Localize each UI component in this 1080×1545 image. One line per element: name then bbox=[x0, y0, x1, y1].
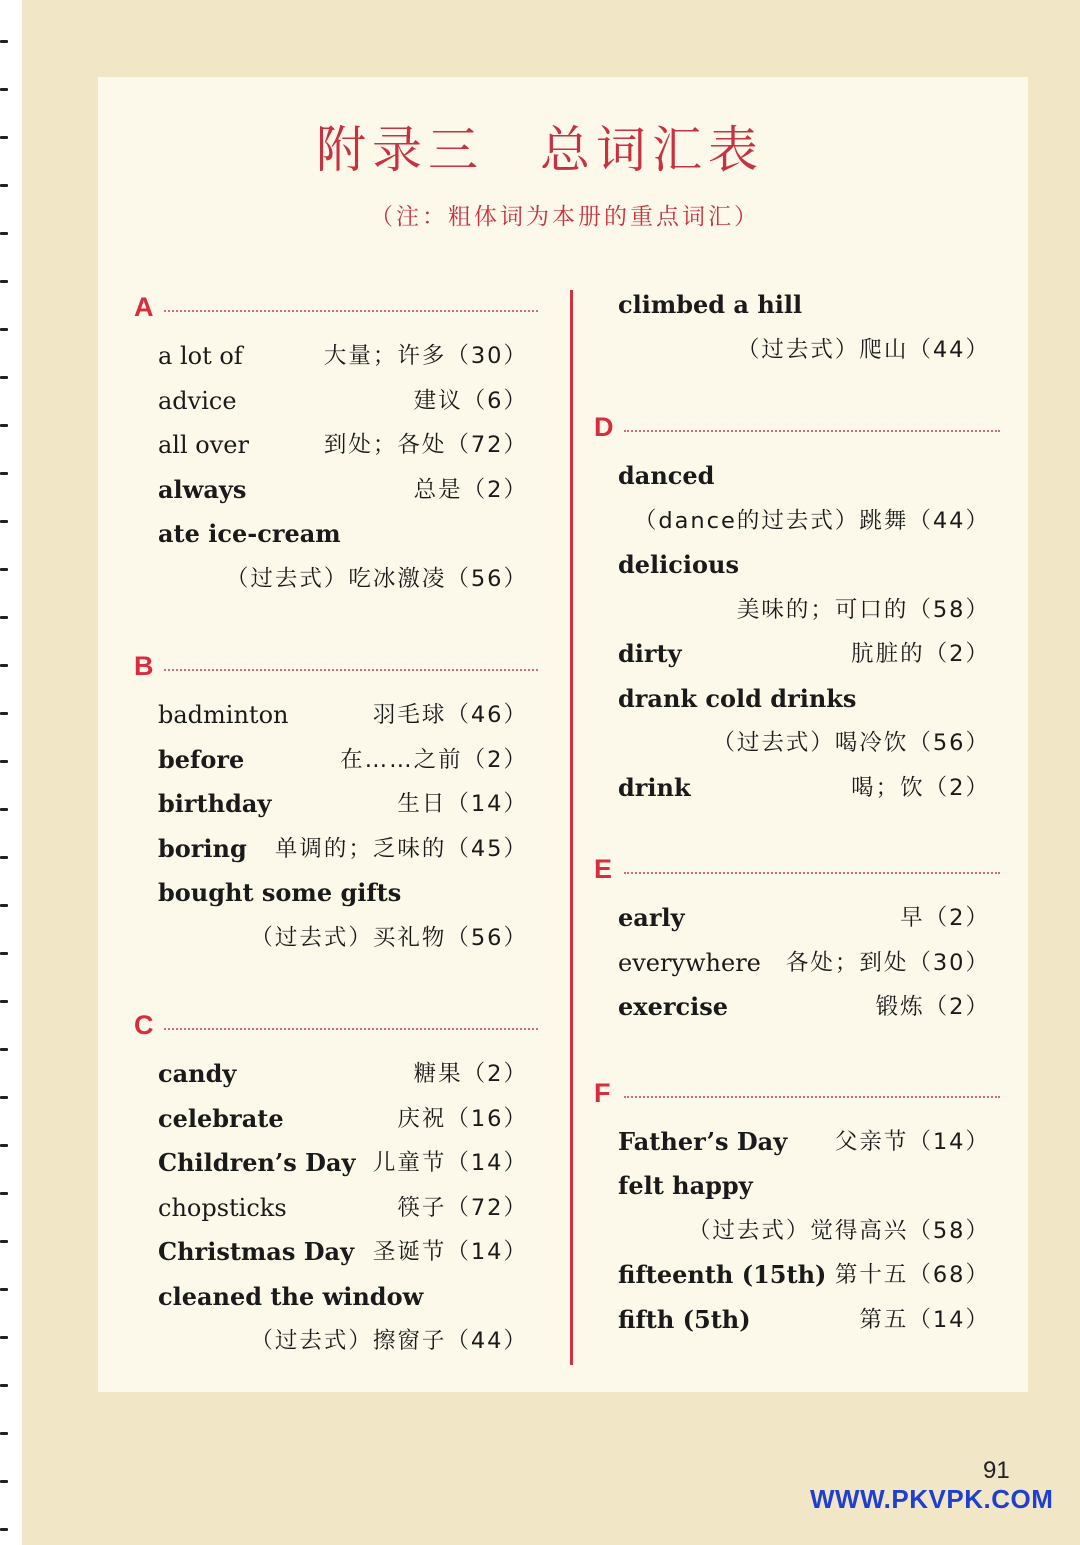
vocab-definition: 在……之前（2） bbox=[340, 746, 528, 773]
vocab-definition: 喝；饮（2） bbox=[851, 774, 990, 801]
vocab-word: birthday bbox=[158, 789, 272, 818]
binding-holes bbox=[0, 0, 12, 1545]
vocab-entry bbox=[618, 1164, 990, 1209]
vocab-definition: 锻炼（2） bbox=[875, 994, 990, 1020]
entry-list bbox=[618, 454, 990, 810]
vocab-word: Christmas Day bbox=[158, 1237, 355, 1266]
binding-hole bbox=[0, 1528, 8, 1531]
vocab-word: fifth (5th) bbox=[618, 1304, 751, 1334]
binding-hole bbox=[0, 856, 8, 859]
entry-list bbox=[158, 1052, 528, 1364]
section-f bbox=[594, 1076, 990, 1343]
vocab-word: fifteenth (15th) bbox=[618, 1260, 827, 1289]
section-letter: A bbox=[134, 292, 154, 322]
vocab-word: delicious bbox=[618, 550, 739, 579]
section-c bbox=[134, 1008, 528, 1364]
vocab-definition: 父亲节（14） bbox=[834, 1128, 990, 1155]
entry-list bbox=[158, 334, 528, 601]
section-e bbox=[594, 852, 990, 1030]
vocab-word: dirty bbox=[618, 639, 682, 668]
binding-hole bbox=[0, 712, 8, 715]
vocab-definition: 建议（6） bbox=[413, 387, 528, 414]
dotted-rule bbox=[624, 872, 1000, 874]
binding-hole bbox=[0, 808, 8, 811]
left-column bbox=[134, 290, 528, 1364]
binding-hole bbox=[0, 1048, 8, 1051]
binding-hole bbox=[0, 760, 8, 763]
page-note: （注：粗体词为本册的重点词汇） bbox=[370, 204, 760, 230]
section-header bbox=[134, 290, 528, 334]
binding-hole bbox=[0, 904, 8, 907]
vocab-word: danced bbox=[618, 461, 715, 490]
vocab-definition: 肮脏的（2） bbox=[851, 641, 990, 667]
vocab-entry bbox=[618, 499, 990, 544]
vocab-entry bbox=[618, 1253, 990, 1298]
binding-hole bbox=[0, 472, 8, 475]
vocab-entry bbox=[158, 512, 528, 557]
vocab-entry bbox=[618, 454, 990, 499]
vocab-word: early bbox=[618, 903, 685, 932]
vocab-entry bbox=[158, 1275, 528, 1320]
binding-hole bbox=[0, 88, 8, 91]
section-letter: C bbox=[134, 1010, 154, 1040]
binding-hole bbox=[0, 1000, 8, 1003]
vocab-entry bbox=[158, 1319, 528, 1364]
vocab-word: always bbox=[158, 474, 247, 504]
vocab-entry bbox=[618, 1209, 990, 1254]
binding-hole bbox=[0, 520, 8, 523]
section-letter: D bbox=[594, 412, 614, 442]
binding-hole bbox=[0, 1384, 8, 1387]
binding-hole bbox=[0, 40, 8, 43]
vocab-word: chopsticks bbox=[158, 1193, 287, 1222]
vocab-entry bbox=[158, 1141, 528, 1186]
vocab-word: climbed a hill bbox=[618, 290, 803, 319]
vocab-entry bbox=[618, 283, 990, 328]
vocab-entry bbox=[618, 588, 990, 633]
vocab-word: felt happy bbox=[618, 1171, 753, 1200]
vocab-word: drank cold drinks bbox=[618, 683, 857, 713]
vocab-entry bbox=[618, 328, 990, 373]
dotted-rule bbox=[164, 669, 538, 671]
vocab-definition: 糖果（2） bbox=[413, 1061, 528, 1087]
vocab-entry bbox=[158, 1230, 528, 1275]
vocab-definition: 圣诞节（14） bbox=[372, 1239, 528, 1265]
vocab-definition: 美味的；可口的（58） bbox=[736, 596, 990, 623]
binding-hole bbox=[0, 184, 8, 187]
watermark: WWW.PKVPK.COM bbox=[810, 1484, 1054, 1514]
vocab-entry bbox=[618, 677, 990, 722]
vocab-entry bbox=[158, 738, 528, 783]
vocab-entry bbox=[158, 1097, 528, 1142]
dotted-rule bbox=[164, 1028, 538, 1030]
vocab-word: badminton bbox=[158, 701, 289, 729]
vocab-entry bbox=[618, 896, 990, 941]
binding-hole bbox=[0, 1480, 8, 1483]
section-header bbox=[594, 410, 990, 454]
vocab-definition: （过去式）喝冷饮（56） bbox=[712, 730, 990, 756]
binding-hole bbox=[0, 376, 8, 379]
vocab-word: a lot of bbox=[158, 342, 243, 370]
vocab-word: drink bbox=[618, 772, 691, 802]
entry-list bbox=[618, 1120, 990, 1343]
vocab-definition: （过去式）买礼物（56） bbox=[250, 924, 528, 951]
vocab-word: Father’s Day bbox=[618, 1126, 788, 1156]
vocab-word: ate ice-cream bbox=[158, 519, 341, 548]
section-a bbox=[134, 290, 528, 601]
vocab-entry bbox=[158, 693, 528, 738]
binding-hole bbox=[0, 280, 8, 283]
vocab-entry bbox=[618, 941, 990, 986]
binding-hole bbox=[0, 664, 8, 667]
right-column bbox=[594, 283, 990, 1342]
vocab-definition: 庆祝（16） bbox=[397, 1105, 528, 1132]
vocab-entry bbox=[158, 379, 528, 424]
binding-hole bbox=[0, 1336, 8, 1339]
vocab-definition: （过去式）爬山（44） bbox=[736, 336, 990, 363]
vocab-word: before bbox=[158, 744, 245, 774]
vocab-entry bbox=[158, 468, 528, 513]
entry-list bbox=[158, 693, 528, 960]
dotted-rule bbox=[624, 1096, 1000, 1098]
section-header bbox=[134, 1008, 528, 1052]
vocab-entry bbox=[618, 543, 990, 588]
vocab-definition: 第五（14） bbox=[859, 1306, 990, 1333]
binding-hole bbox=[0, 232, 8, 235]
vocab-definition: 筷子（72） bbox=[397, 1194, 528, 1221]
section-d bbox=[594, 410, 990, 810]
vocab-entry bbox=[618, 766, 990, 811]
vocab-word: celebrate bbox=[158, 1103, 284, 1133]
vocab-definition: 总是（2） bbox=[413, 476, 528, 503]
binding-hole bbox=[0, 1240, 8, 1243]
vocab-entry bbox=[618, 1120, 990, 1165]
vocab-entry bbox=[158, 557, 528, 602]
vocab-definition: （过去式）觉得高兴（58） bbox=[687, 1217, 990, 1244]
vocab-definition: （dance的过去式）跳舞（44） bbox=[633, 507, 990, 534]
vocab-word: advice bbox=[158, 386, 237, 415]
binding-hole bbox=[0, 424, 8, 427]
binding-hole bbox=[0, 568, 8, 571]
vocab-definition: 儿童节（14） bbox=[372, 1150, 528, 1176]
vocab-word: candy bbox=[158, 1059, 237, 1088]
vocab-entry bbox=[158, 1186, 528, 1231]
section-b bbox=[134, 649, 528, 960]
vocab-definition: 大量；许多（30） bbox=[323, 343, 528, 369]
vocab-word: bought some gifts bbox=[158, 878, 402, 907]
vocab-definition: 早（2） bbox=[900, 905, 990, 931]
vocab-definition: 到处；各处（72） bbox=[323, 432, 528, 458]
vocab-word: all over bbox=[158, 431, 249, 459]
vocab-word: everywhere bbox=[618, 948, 761, 977]
vocab-entry bbox=[158, 1052, 528, 1097]
vocab-entry bbox=[618, 1298, 990, 1343]
vocab-definition: 羽毛球（46） bbox=[372, 702, 528, 728]
vocab-entry bbox=[618, 985, 990, 1030]
binding-hole bbox=[0, 616, 8, 619]
dotted-rule bbox=[164, 310, 538, 312]
vocab-definition: 单调的；乏味的（45） bbox=[274, 835, 528, 862]
vocab-word: Children’s Day bbox=[158, 1148, 356, 1177]
vocab-entry bbox=[158, 916, 528, 961]
column-divider bbox=[570, 290, 573, 1365]
section-header bbox=[594, 852, 990, 896]
vocab-definition: 第十五（68） bbox=[834, 1262, 990, 1288]
vocab-definition: （过去式）擦窗子（44） bbox=[250, 1328, 528, 1354]
binding-hole bbox=[0, 952, 8, 955]
section-letter: F bbox=[594, 1077, 611, 1108]
binding-hole bbox=[0, 1192, 8, 1195]
entry-list bbox=[618, 283, 990, 372]
vocab-word: cleaned the window bbox=[158, 1281, 424, 1311]
binding-hole bbox=[0, 1432, 8, 1435]
entry-list bbox=[618, 896, 990, 1030]
page-number: 91 bbox=[983, 1457, 1010, 1484]
page-title: 附录三 总词汇表 bbox=[316, 121, 764, 179]
vocab-entry bbox=[158, 827, 528, 872]
vocab-entry bbox=[618, 632, 990, 677]
section-header bbox=[594, 1076, 990, 1120]
vocab-entry bbox=[158, 334, 528, 379]
vocab-word: exercise bbox=[618, 992, 729, 1021]
section-letter: E bbox=[594, 854, 613, 884]
vocab-entry bbox=[618, 721, 990, 766]
vocab-definition: 各处；到处（30） bbox=[785, 949, 990, 976]
vocab-word: boring bbox=[158, 833, 247, 863]
dotted-rule bbox=[624, 430, 1000, 432]
vocab-entry bbox=[158, 423, 528, 468]
binding-hole bbox=[0, 1096, 8, 1099]
vocab-entry bbox=[158, 782, 528, 827]
binding-hole bbox=[0, 328, 8, 331]
section-letter: B bbox=[134, 651, 154, 681]
binding-hole bbox=[0, 1288, 8, 1291]
binding-hole bbox=[0, 1144, 8, 1147]
vocab-definition: （过去式）吃冰激凌（56） bbox=[225, 565, 528, 592]
vocab-entry bbox=[158, 871, 528, 916]
vocab-definition: 生日（14） bbox=[397, 791, 528, 817]
section-header bbox=[134, 649, 528, 693]
